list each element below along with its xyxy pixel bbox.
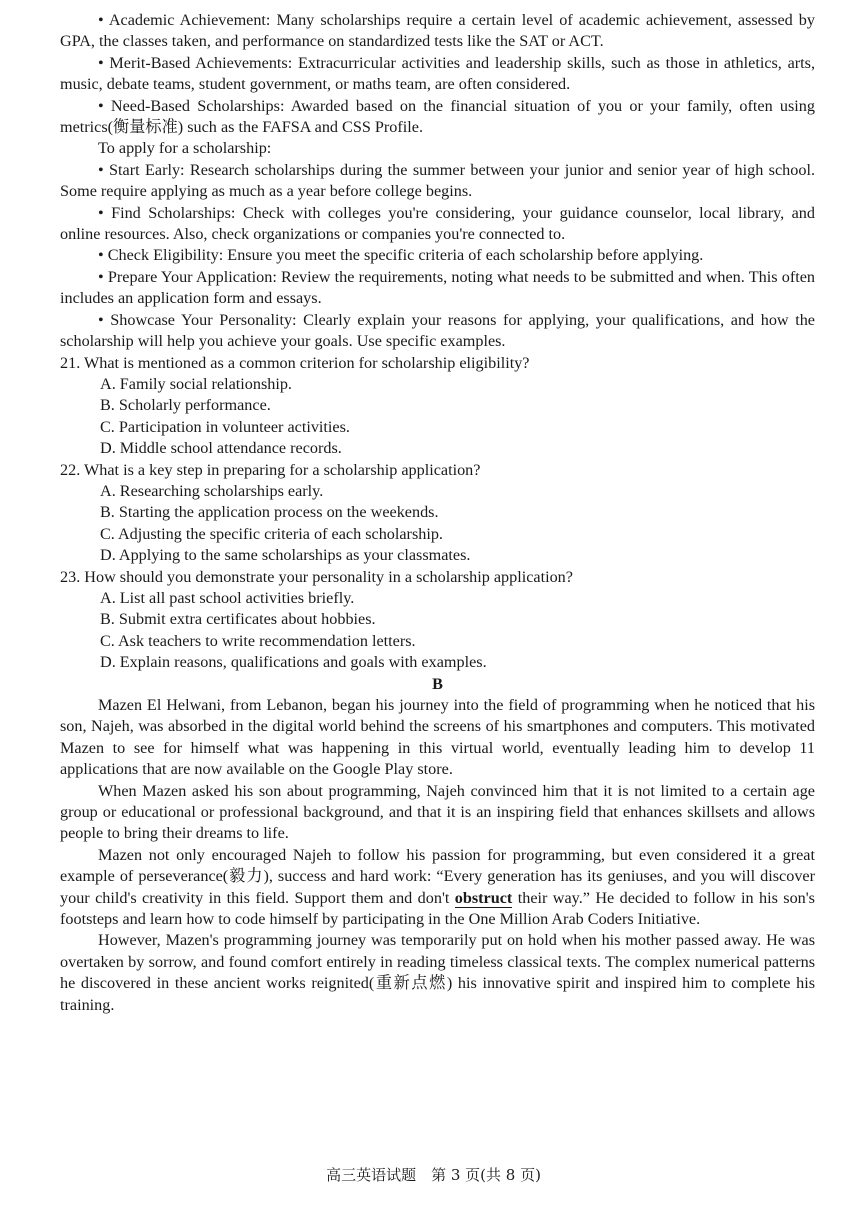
passage-b-paragraph-2: When Mazen asked his son about programming, Najeh convinced him that it is not limited to a certain age group or educational or professional background, and that it is an inspiring field that enhances skillsets and allows people to bring their dreams to life. (60, 781, 815, 843)
option-a: A. List all past school activities briefly. (100, 588, 355, 607)
bullet-start-early: • Start Early: Research scholarships during the summer between your junior and senior year of high school. Some require applying as much as a year before college begins. (60, 160, 815, 201)
question-stem: 21. What is mentioned as a common criterion for scholarship eligibility? (60, 353, 530, 372)
bullet-merit-based: • Merit-Based Achievements: Extracurricular activities and leadership skills, such as those in athletics, arts, music, debate teams, student government, or maths team, are often considered. (60, 53, 815, 94)
paragraph-text-before: Mazen not only encouraged Najeh to follow his passion for programming, but even considered it a great example of perseverance(毅力), success and hard work: “Every generation has its geniuses, and you will discover your child's creativity in this field. Support them and don't (60, 845, 815, 907)
question-stem: 23. How should you demonstrate your personality in a scholarship application? (60, 567, 573, 586)
question-23 (60, 567, 815, 674)
apply-intro: To apply for a scholarship: (98, 139, 272, 158)
option-c: C. Ask teachers to write recommendation letters. (100, 631, 416, 650)
option-d: D. Middle school attendance records. (100, 439, 342, 458)
bullet-check-eligibility: • Check Eligibility: Ensure you meet the specific criteria of each scholarship before applying. (98, 246, 704, 265)
option-a: A. Researching scholarships early. (100, 481, 324, 500)
option-b: B. Starting the application process on the weekends. (100, 503, 439, 522)
option-a: A. Family social relationship. (100, 374, 292, 393)
page-content (60, 10, 815, 1016)
bullet-showcase-personality: • Showcase Your Personality: Clearly explain your reasons for applying, your qualifications, and how the scholarship will help you achieve your goals. Use specific examples. (60, 310, 815, 351)
bullet-academic-achievement: • Academic Achievement: Many scholarships require a certain level of academic achievement, assessed by GPA, the classes taken, and performance on standardized tests like the SAT or ACT. (60, 11, 815, 51)
question-21 (60, 353, 815, 460)
passage-b-paragraph-4: However, Mazen's programming journey was temporarily put on hold when his mother passed away. He was overtaken by sorrow, and found comfort entirely in reading timeless classical texts. The complex numerical patterns he discovered in these ancient works reignited(重新点燃) his innovative spirit and inspired him to complete his training. (60, 931, 815, 1014)
option-d: D. Applying to the same scholarships as your classmates. (100, 546, 471, 565)
question-22 (60, 460, 815, 567)
page-footer: 高三英语试题 第 3 页(共 8 页) (326, 1166, 541, 1184)
option-d: D. Explain reasons, qualifications and goals with examples. (100, 653, 487, 672)
option-c: C. Participation in volunteer activities. (100, 417, 350, 436)
section-heading: B (432, 674, 443, 693)
passage-b-paragraph-1: Mazen El Helwani, from Lebanon, began his journey into the field of programming when he noticed that his son, Najeh, was absorbed in the digital world behind the screens of his smartphones and computers. This motivated Mazen to see for himself what was happening in this virtual world, eventually leading him to develop 11 applications that are now available on the Google Play store. (60, 696, 815, 779)
bullet-find-scholarships: • Find Scholarships: Check with colleges you're considering, your guidance counselor, local library, and online resources. Also, check organizations or companies you're connected to. (60, 203, 815, 244)
option-b: B. Scholarly performance. (100, 396, 271, 415)
option-c: C. Adjusting the specific criteria of each scholarship. (100, 524, 443, 543)
passage-b-paragraph-3 (60, 845, 815, 931)
bullet-need-based: • Need-Based Scholarships: Awarded based on the financial situation of you or your family, often using metrics(衡量标准) such as the FAFSA and CSS Profile. (60, 96, 815, 137)
option-b: B. Submit extra certificates about hobbies. (100, 610, 376, 629)
bullet-prepare-application: • Prepare Your Application: Review the requirements, noting what needs to be submitted and when. This often includes an application form and essays. (60, 267, 815, 308)
underlined-keyword: obstruct (454, 888, 513, 907)
paragraph-text-after: their way.” He decided to follow in his son's footsteps and learn how to code himself by participating in the One Million Arab Coders Initiative. (60, 888, 815, 929)
question-stem: 22. What is a key step in preparing for a scholarship application? (60, 460, 481, 479)
